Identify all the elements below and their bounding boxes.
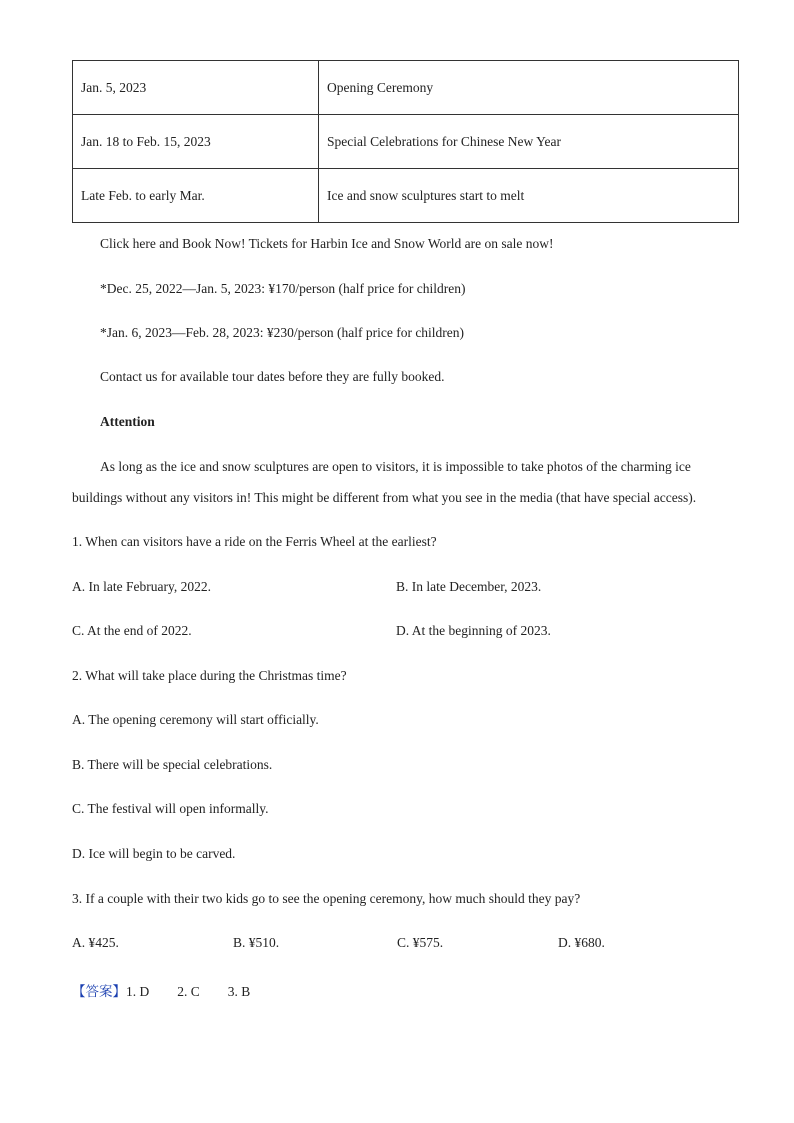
answer-1: 1. D [126,984,150,999]
table-row [73,169,739,223]
question-stem-3: 3. If a couple with their two kids go to see the opening ceremony, how much should they pay? [72,891,581,906]
schedule-event: Opening Ceremony [319,61,739,115]
option-3c: C. ¥575. [397,935,444,950]
option-3b: B. ¥510. [233,935,280,950]
answer-label: 【答案】 [72,984,126,999]
option-3d: D. ¥680. [558,935,605,950]
option-1b: B. In late December, 2023. [396,579,542,594]
contact-line: Contact us for available tour dates before they are fully booked. [100,369,445,384]
answer-3: 3. B [227,984,251,999]
option-2d: D. Ice will begin to be carved. [72,846,236,861]
option-1a: A. In late February, 2022. [72,579,211,594]
option-2a: A. The opening ceremony will start officially. [72,712,319,727]
question-stem-2: 2. What will take place during the Christmas time? [72,668,347,683]
price-line-1: *Dec. 25, 2022—Jan. 5, 2023: ¥170/person (half price for children) [100,281,466,296]
answer-2: 2. C [177,984,200,999]
attention-heading: Attention [100,414,155,429]
attention-line-2: buildings without any visitors in! This might be different from what you see in the media (that have special access). [72,490,697,505]
schedule-date: Jan. 18 to Feb. 15, 2023 [73,115,319,169]
table-row [73,61,739,115]
price-line-2: *Jan. 6, 2023—Feb. 28, 2023: ¥230/person (half price for children) [100,325,465,340]
schedule-date: Late Feb. to early Mar. [73,169,319,223]
table-row [73,115,739,169]
option-2b: B. There will be special celebrations. [72,757,273,772]
schedule-date: Jan. 5, 2023 [73,61,319,115]
booking-line: Click here and Book Now! Tickets for Harbin Ice and Snow World are on sale now! [100,236,554,251]
option-2c: C. The festival will open informally. [72,801,269,816]
answer-key [72,980,250,1000]
option-1d: D. At the beginning of 2023. [396,623,551,638]
attention-line-1: As long as the ice and snow sculptures are open to visitors, it is impossible to take photos of the charming ice [100,459,691,474]
option-3a: A. ¥425. [72,935,119,950]
schedule-event: Ice and snow sculptures start to melt [319,169,739,223]
question-stem-1: 1. When can visitors have a ride on the Ferris Wheel at the earliest? [72,534,437,549]
schedule-table [72,60,739,223]
schedule-event: Special Celebrations for Chinese New Year [319,115,739,169]
option-1c: C. At the end of 2022. [72,623,192,638]
